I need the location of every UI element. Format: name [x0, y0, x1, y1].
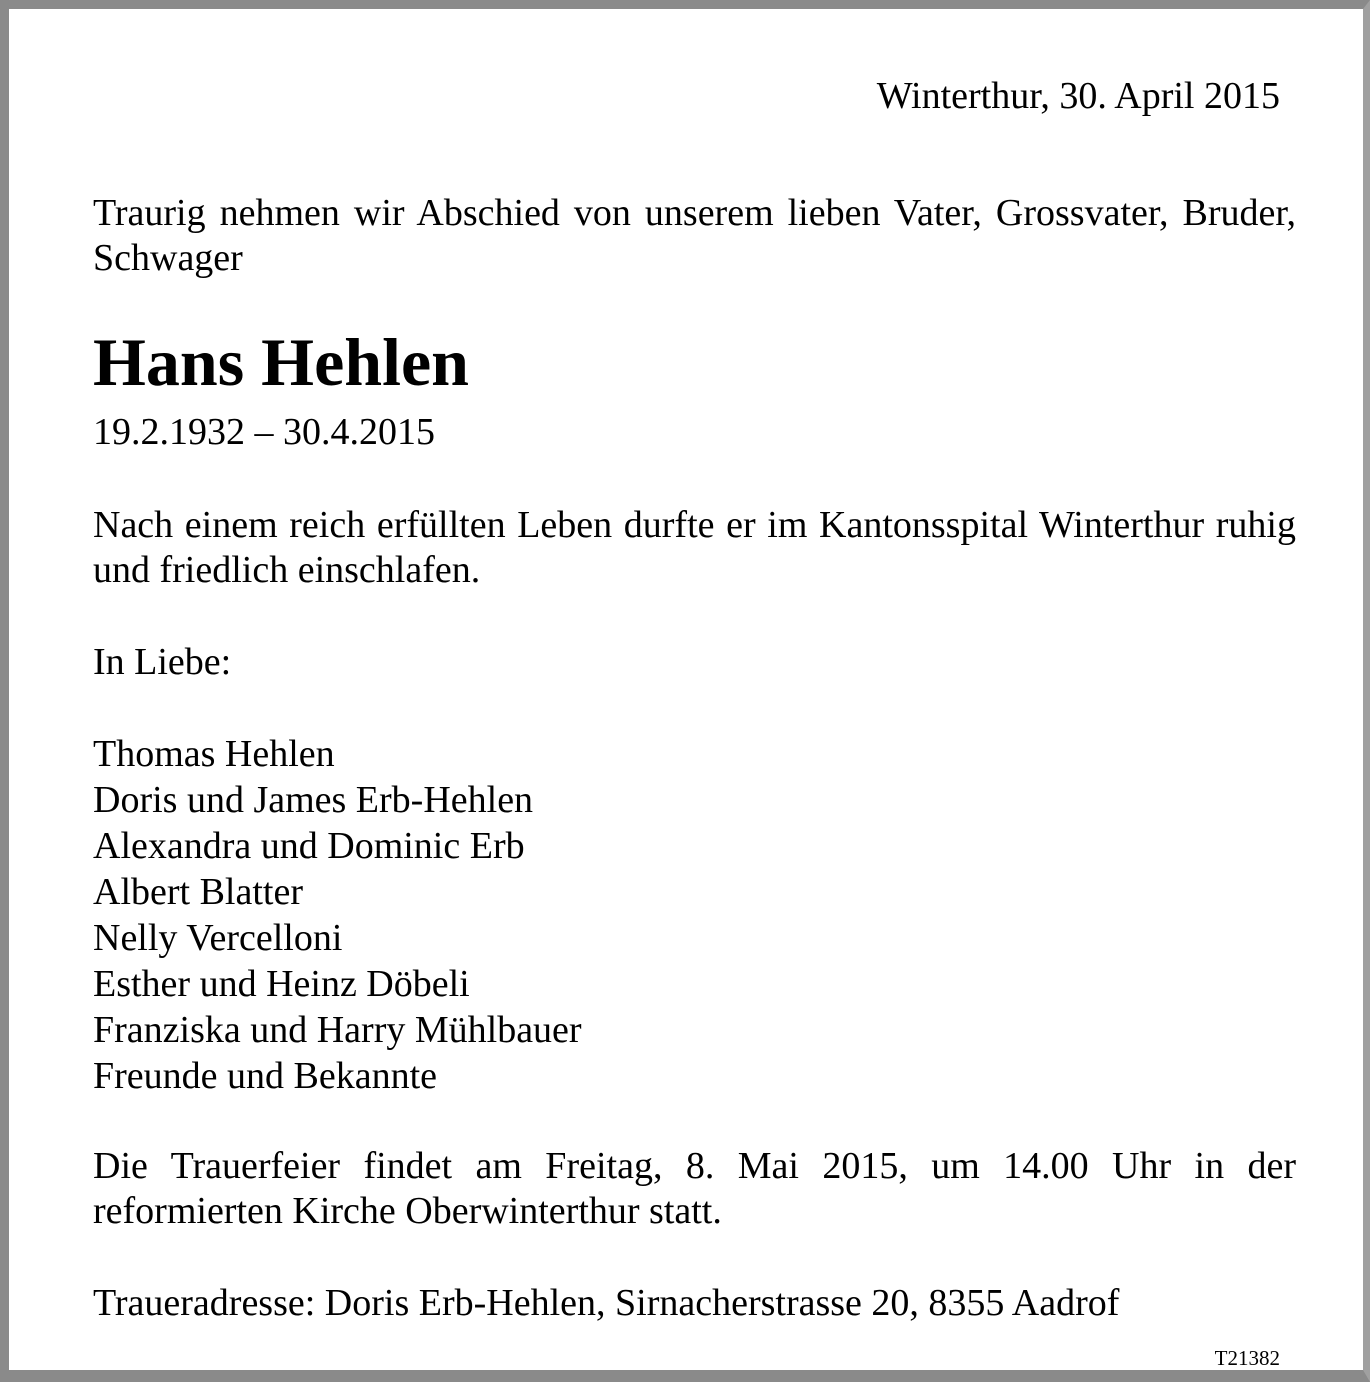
dateline: Winterthur, 30. April 2015 [876, 75, 1280, 117]
intro-text: Traurig nehmen wir Abschied von unserem lieben Vater, Grossvater, Bruder, Schwager [93, 192, 1296, 279]
mourner-item: Freunde und Bekannte [93, 1055, 438, 1097]
mourner-item: Albert Blatter [93, 871, 303, 913]
mourning-address: Traueradresse: Doris Erb-Hehlen, Sirnacherstrasse 20, 8355 Aadrof [93, 1282, 1120, 1324]
body-text: Nach einem reich erfüllten Leben durfte er im Kantonsspital Winterthur ruhig und friedlich einschlafen. [93, 504, 1296, 591]
life-dates: 19.2.1932 – 30.4.2015 [93, 411, 435, 453]
mourner-item: Thomas Hehlen [93, 733, 335, 775]
mourner-item: Doris und James Erb-Hehlen [93, 779, 534, 821]
mourner-item: Alexandra und Dominic Erb [93, 825, 525, 867]
mourner-item: Nelly Vercelloni [93, 917, 343, 959]
service-info: Die Trauerfeier findet am Freitag, 8. Mai 2015, um 14.00 Uhr in der reformierten Kirche Oberwinterthur statt. [93, 1145, 1296, 1232]
reference-code: T21382 [1214, 1346, 1280, 1370]
in-love-heading: In Liebe: [93, 641, 232, 683]
mourner-item: Esther und Heinz Döbeli [93, 963, 470, 1005]
deceased-name: Hans Hehlen [93, 324, 469, 400]
mourners-list [93, 731, 1296, 1099]
mourner-item: Franziska und Harry Mühlbauer [93, 1009, 582, 1051]
